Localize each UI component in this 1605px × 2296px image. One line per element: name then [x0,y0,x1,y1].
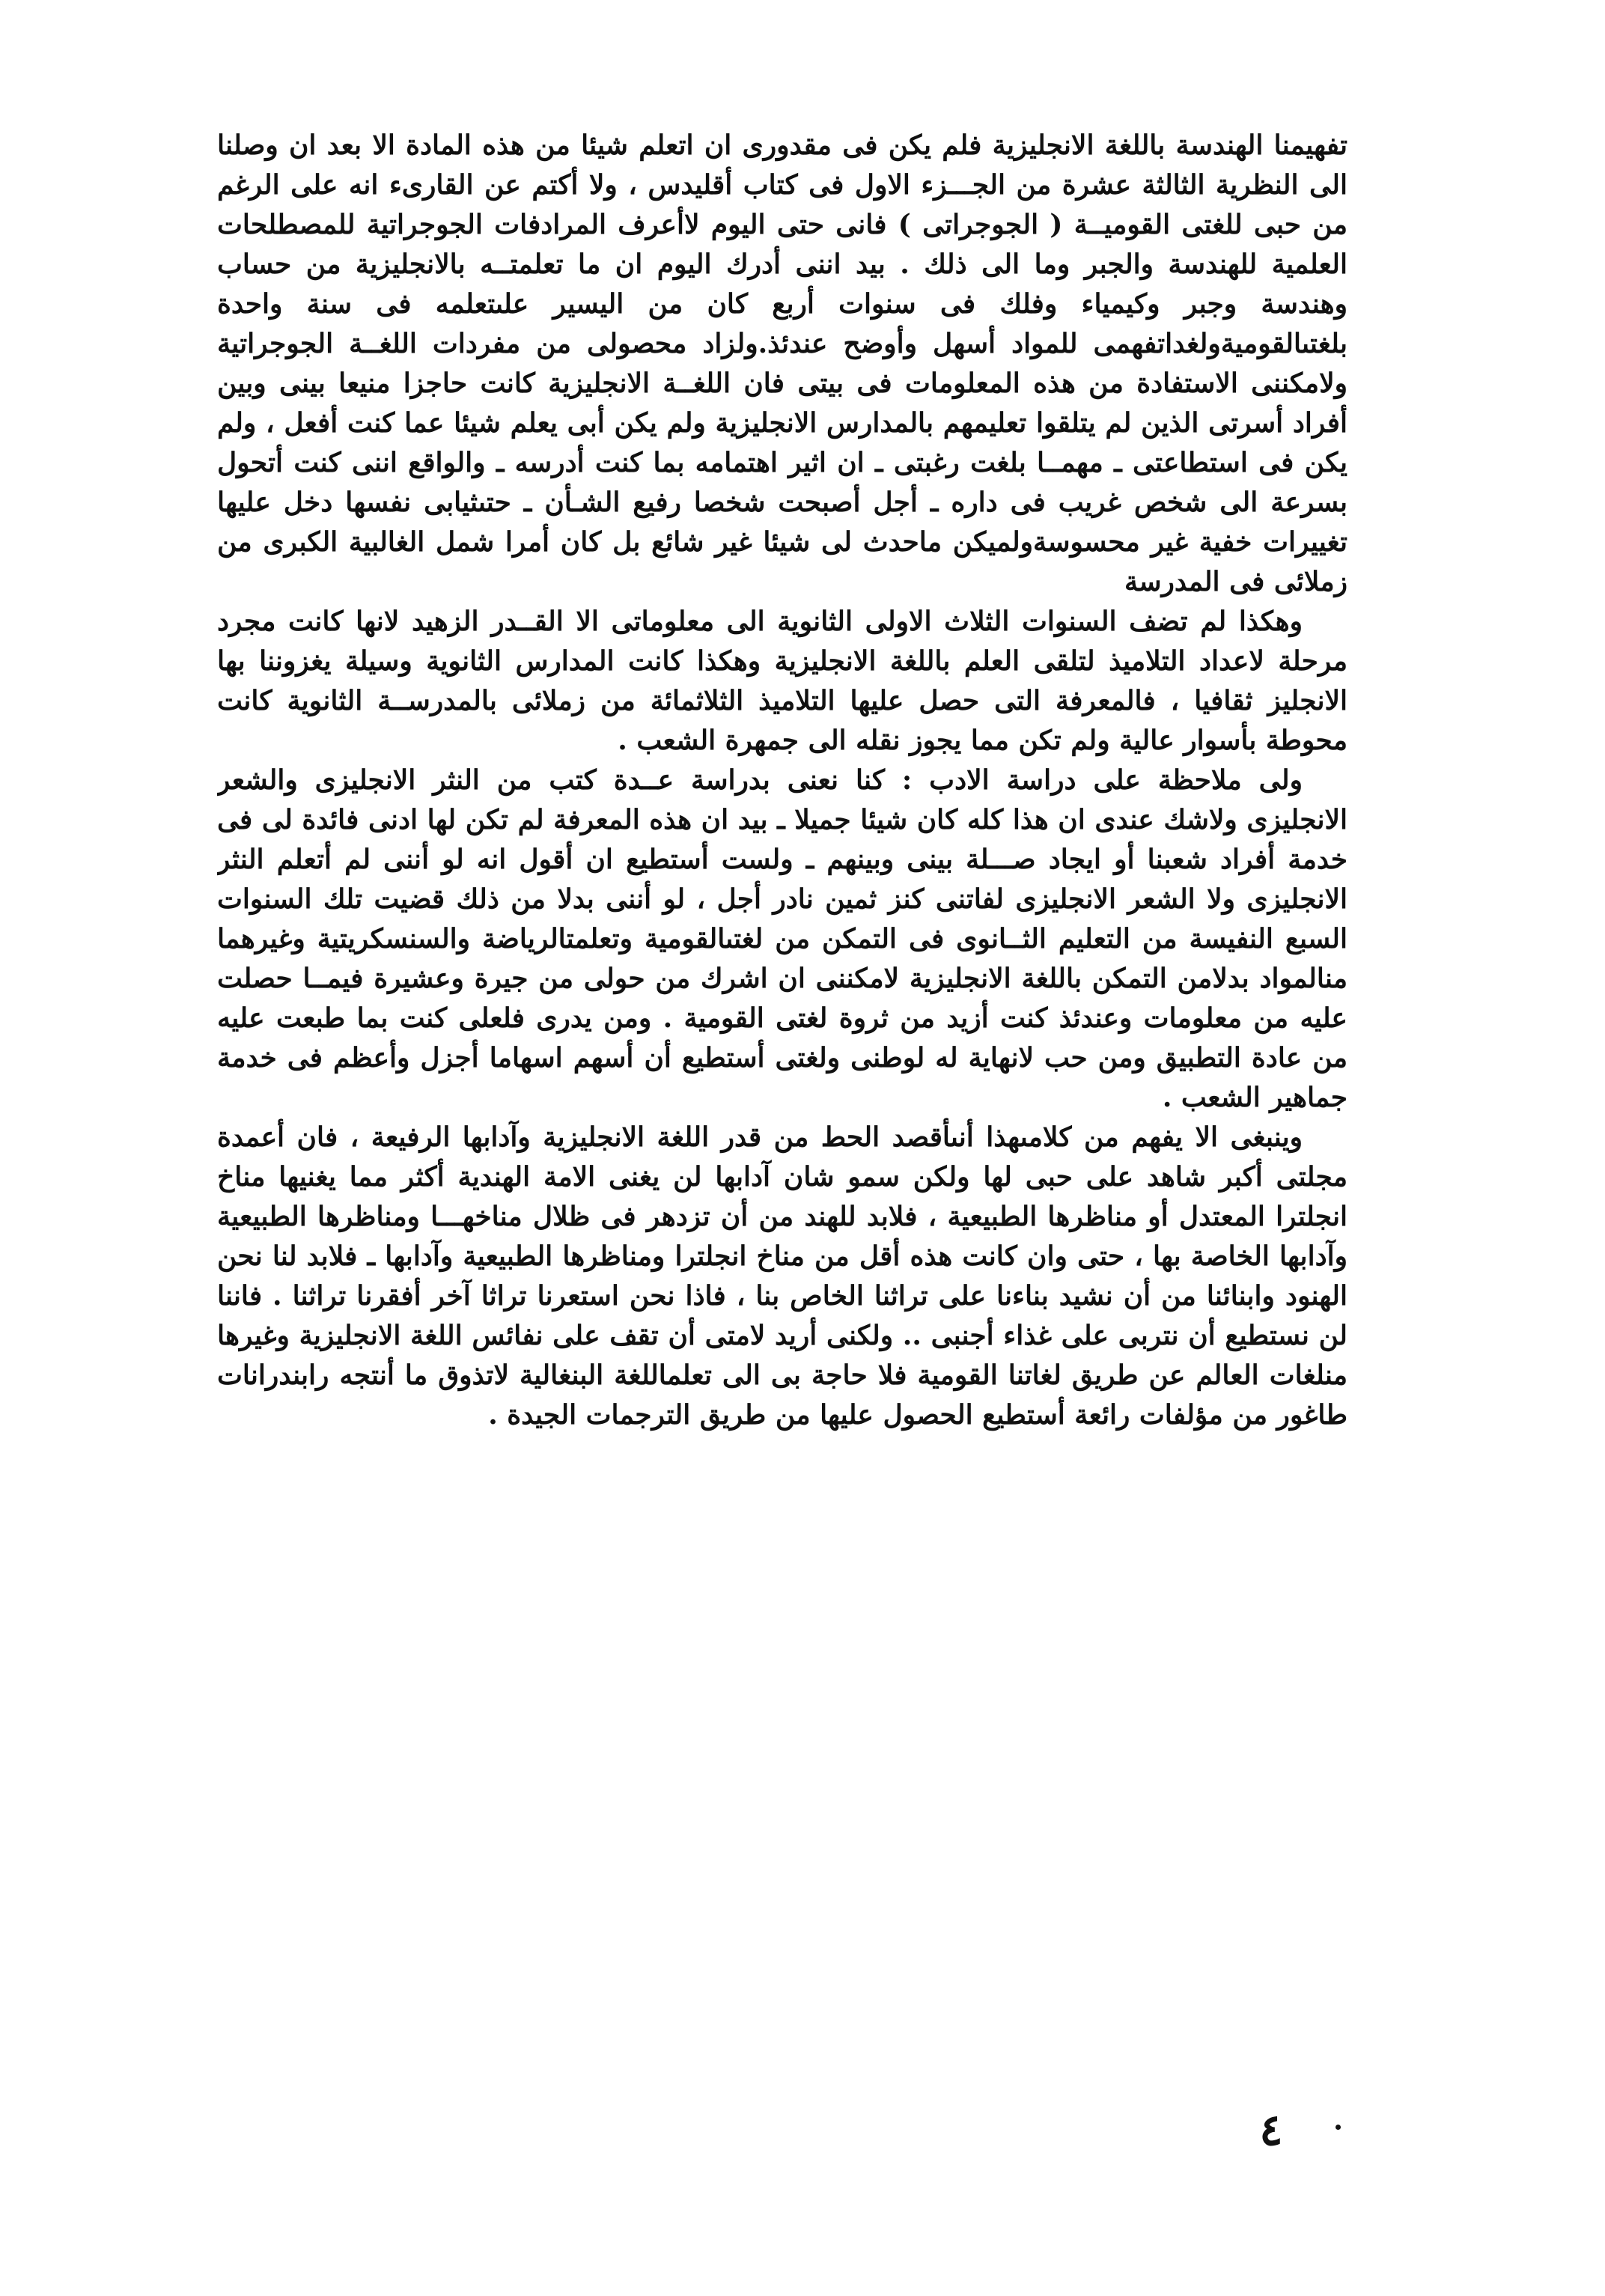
paragraph-3: ولى ملاحظة على دراسة الادب : كنا نعنى بدراسة عــدة كتب من النثر الانجليزى والشعر الانجليزى ولاشك عندى ان هذا كله كان شيئا جميلا ـ بيد ان هذه المعرفة لم تكن لها ادنى فائدة لى فى خدمة أفراد شعبنا أو ايجاد صـــلة بينى وبينهم ـ ولست أستطيع ان أقول انه لو أننى لم أتعلم النثر الانجليزى ولا الشعر الانجليزى لفاتنى كنز ثمين نادر أجل ، لو أننى بدلا من ذلك قضيت تلك السنوات السبع النفيسة من التعليم الثــانوى فى التمكن من لغتىالقومية وتعلمتالرياضة والسنسكريتية وغيرهما منالمواد بدلامن التمكن باللغة الانجليزية لامكننى ان اشرك من حولى من جيرة وعشيرة فيمــا حصلت عليه من معلومات وعندئذ كنت أزيد من ثروة لغتى القومية . ومن يدرى فلعلى كنت بما طبعت عليه من عادة التطبيق ومن حب لانهاية له لوطنى ولغتى أستطيع أن أسهم اسهاما أجزل وأعظم فى خدمة جماهير الشعب . [217,764,1347,1113]
paragraph-1: تفهيمنا الهندسة باللغة الانجليزية فلم يكن فى مقدورى ان اتعلم شيئا من هذه المادة الا بعد ان وصلنا الى النظرية الثالثة عشرة من الجـــزء الاول فى كتاب أقليدس ، ولا أكتم عن القارىء انه على الرغم من حبى للغتى القوميــة ( الجوجراتى ) فانى حتى اليوم لاأعرف المرادفات الجوجراتية للمصطلحات العلمية للهندسة والجبر وما الى ذلك . بيد اننى أدرك اليوم ان ما تعلمتــه بالانجليزية من حساب وهندسة وجبر وكيمياء وفلك فى سنوات أربع كان من اليسير علىتعلمه فى سنة واحدة بلغتىالقوميةولغداتفهمى للمواد أسهل وأوضح عندئذ.ولزاد محصولى من مفردات اللغــة الجوجراتية ولامكننى الاستفادة من هذه المعلومات فى بيتى فان اللغــة الانجليزية كانت حاجزا منيعا بينى وبين أفراد أسرتى الذين لم يتلقوا تعليمهم بالمدارس الانجليزية ولم يكن أبى يعلم شيئا عما كنت أفعل ، ولم يكن فى استطاعتى ـ مهمــا بلغت رغبتى ـ ان اثير اهتمامه بما كنت أدرسه ـ والواقع اننى كنت أتحول بسرعة الى شخص غريب فى داره ـ أجل أصبحت شخصا رفيع الشـأن ـ حتىثيابى نفسها دخل عليها تغييرات خفية غير محسوسةولميكن ماحدث لى شيئا غير شائع بل كان أمرا شمل الغالبية الكبرى من زملائى فى المدرسة [217,130,1347,597]
page-dot-mark [1336,2125,1341,2130]
paragraph-4: وينبغى الا يفهم من كلامىهذا أنىأقصد الحط من قدر اللغة الانجليزية وآدابها الرفيعة ، فان أعمدة مجلتى أكبر شاهد على حبى لها ولكن سمو شان آدابها لن يغنى الامة الهندية أكثر مما يغنيها مناخ انجلترا المعتدل أو مناظرها الطبيعية ، فلابد للهند من أن تزدهر فى ظلال مناخهـــا ومناظرها الطبيعية وآدابها الخاصة بها ، حتى وان كانت هذه أقل من مناخ انجلترا ومناظرها الطبيعية وآدابها ـ فلابد لنا نحن الهنود وابنائنا من أن نشيد بناءنا على تراثنا الخاص بنا ، فاذا نحن استعرنا تراثا آخر أفقرنا تراثنا . فاننا لن نستطيع أن نتربى على غذاء أجنبى .. ولكنى أريد لامتى أن تقف على نفائس اللغة الانجليزية وغيرها منلغات العالم عن طريق لغاتنا القومية فلا حاجة بى الى تعلماللغة البنغالية لاتذوق ما أنتجه رابندرانات طاغور من مؤلفات رائعة أستطيع الحصول عليها من طريق الترجمات الجيدة . [217,1121,1347,1431]
page-number: ٤ [1259,2104,1283,2155]
paragraph-2: وهكذا لم تضف السنوات الثلاث الاولى الثانوية الى معلوماتى الا القــدر الزهيد لانها كانت مجرد مرحلة لاعداد التلاميذ لتلقى العلم باللغة الانجليزية وهكذا كانت المدارس الثانوية وسيلة يغزوننا بها الانجليز ثقافيا ، فالمعرفة التى حصل عليها التلاميذ الثلاثمائة من زملائى بالمدرســة الثانوية كانت محوطة بأسوار عالية ولم تكن مما يجوز نقله الى جمهرة الشعب . [217,606,1347,756]
body-text [217,126,1347,2087]
